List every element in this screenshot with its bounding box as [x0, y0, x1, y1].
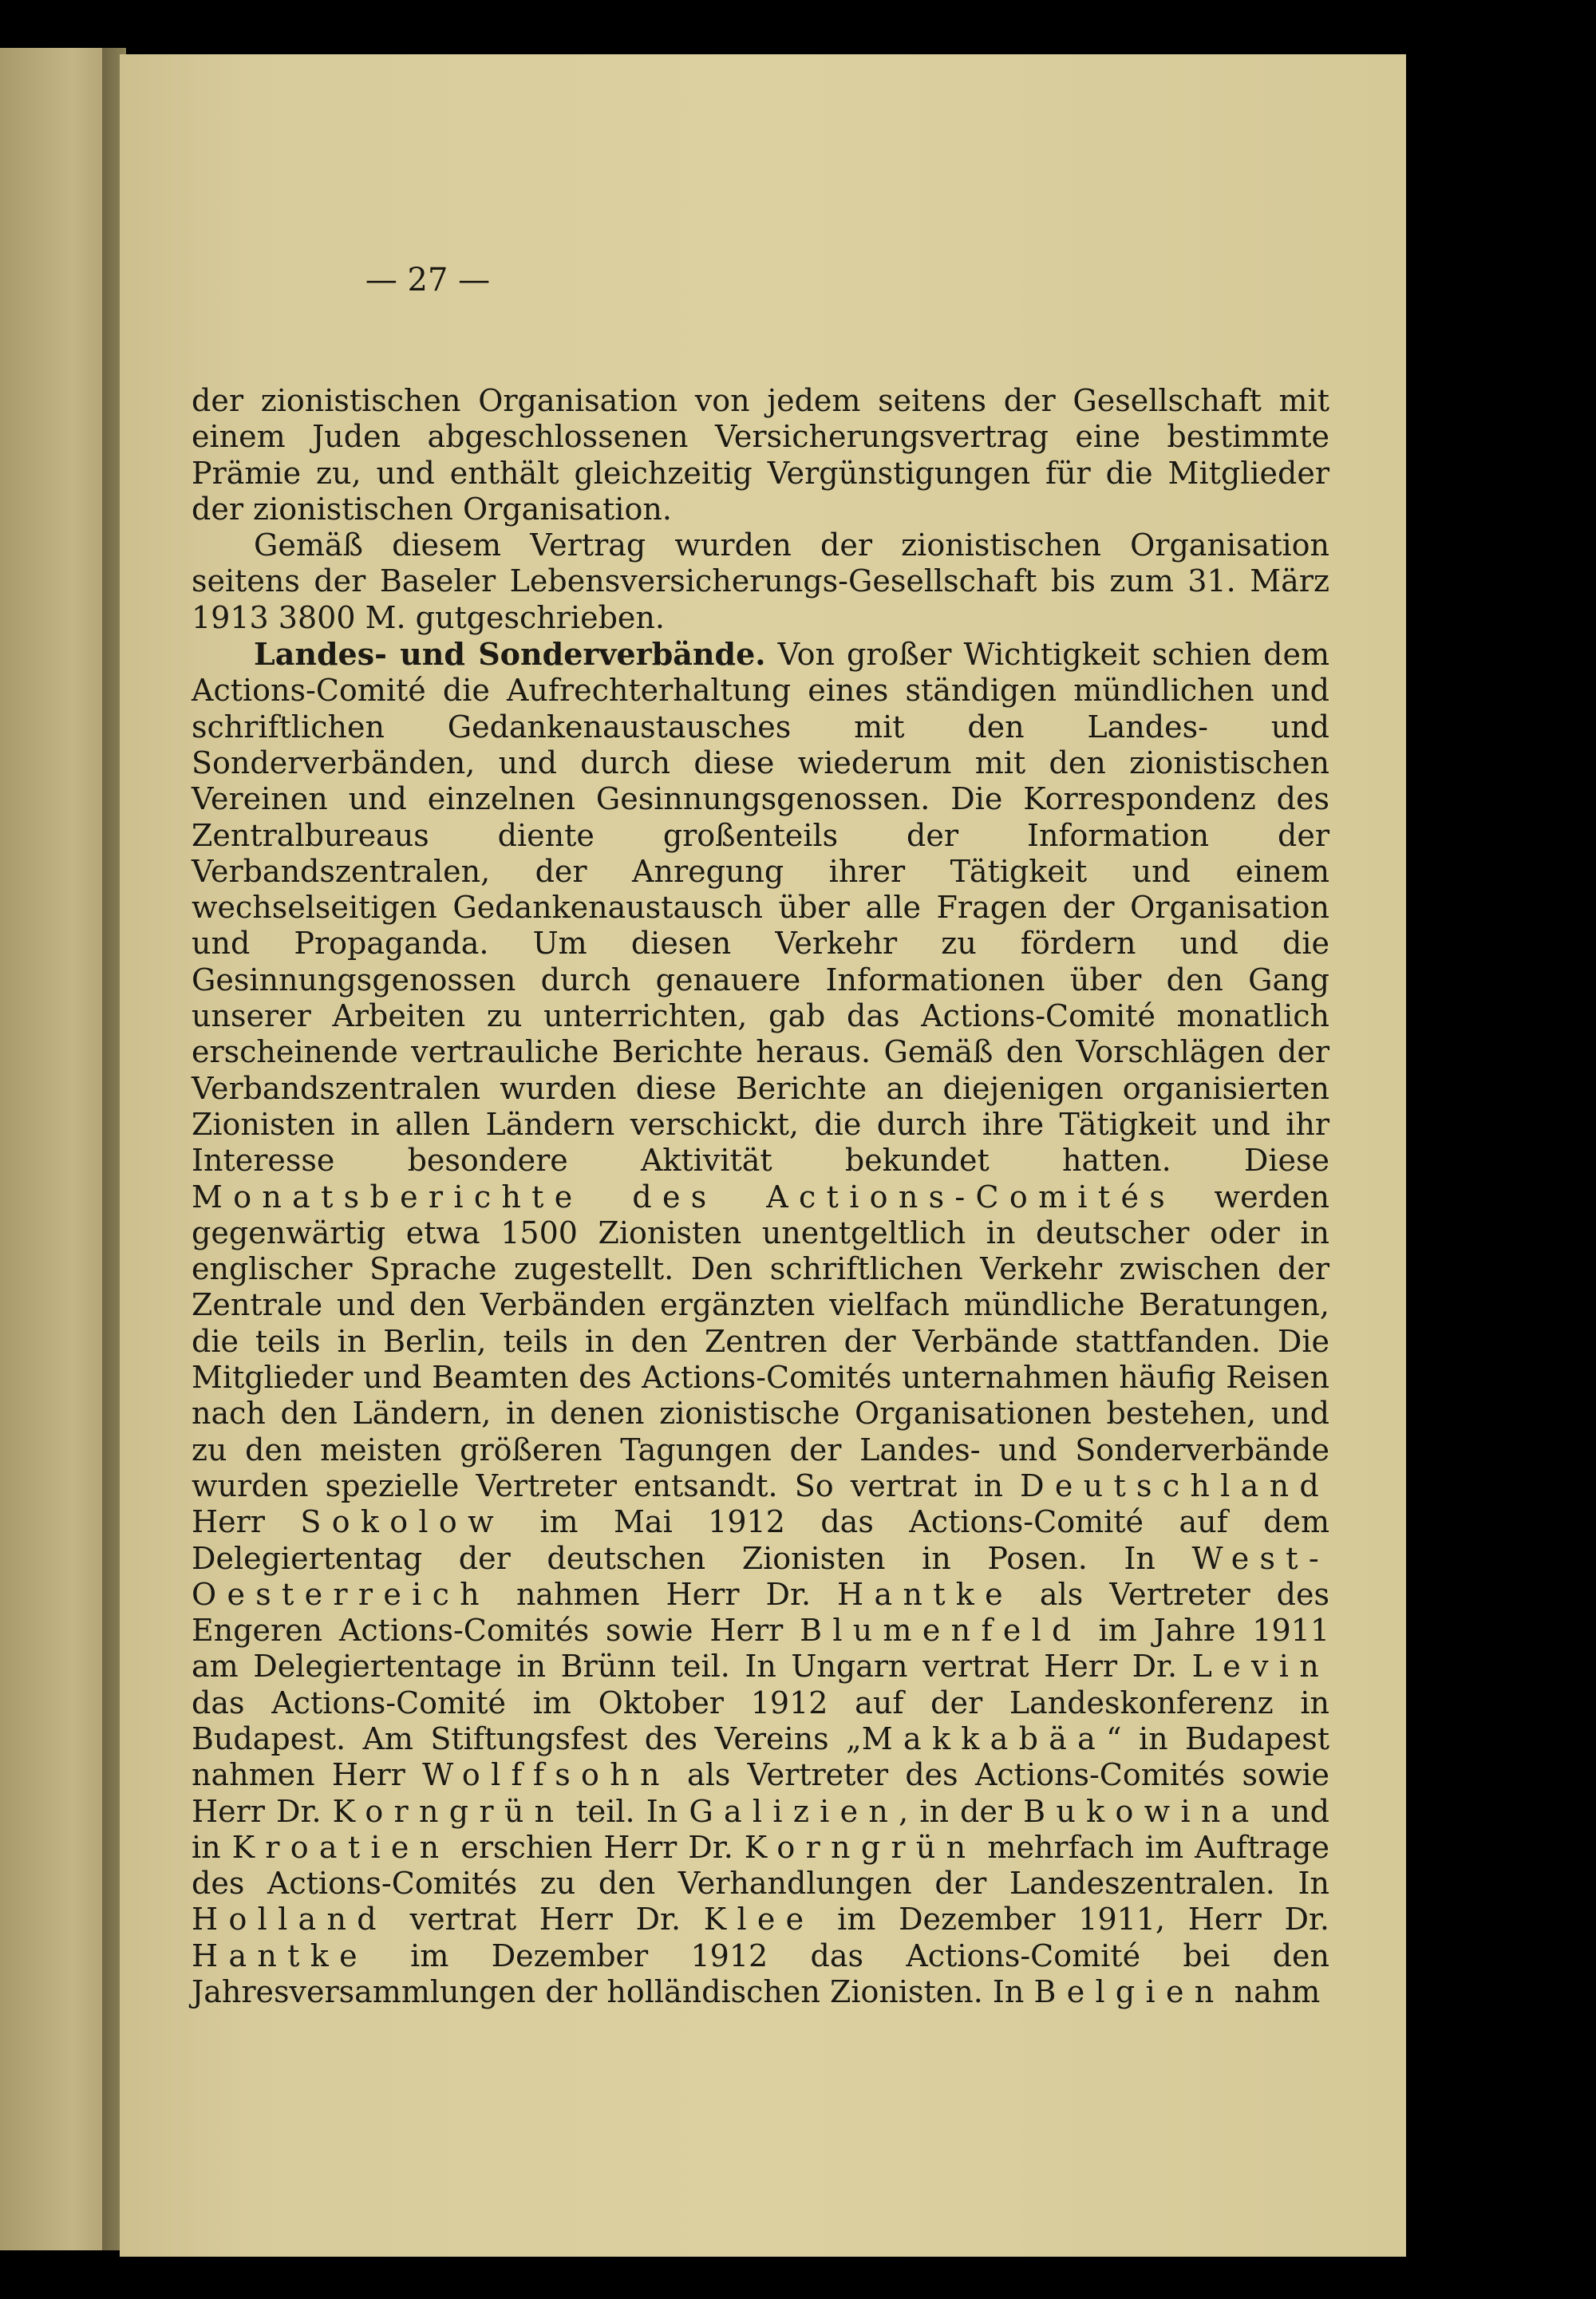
paragraph-insurance: der zionistischen Organisation von jedem seitens der Gesellschaft mit einem Juden abgeschlossenen Versicherungsvertrag eine bestimmte Prämie zu, und enthält gleichzeitig Vergünstigungen für die Mitglieder der zionistischen Organisation.: [192, 383, 1329, 527]
spaced-term: Galizien: [689, 1793, 899, 1829]
text-span: im Mai 1912 das Actions-Comité auf dem Delegiertentag der deutschen Zionisten in Posen. In: [192, 1504, 1329, 1576]
book-page: [120, 54, 1406, 2257]
text-span: vertrat Herr Dr.: [386, 1902, 704, 1938]
text-span: im Jahre 1911 am Delegiertentage in Brünn teil. In Ungarn vertrat Herr Dr.: [192, 1613, 1329, 1685]
spaced-term: Bukowina: [1023, 1793, 1260, 1829]
spaced-term: Hantke: [837, 1576, 1013, 1612]
text-span: als Vertreter des Engeren Actions-Comités sowie Herr: [192, 1576, 1329, 1649]
section-heading: Landes- und Sonderverbände.: [254, 636, 766, 673]
text-span: im Dezember 1912 das Actions-Comité bei den Jahresversammlungen der holländischen Zionisten. In: [192, 1938, 1329, 2010]
body-text: [192, 383, 1329, 2010]
paragraph-landesverbaende: [192, 636, 1329, 2010]
spaced-term: Hantke: [192, 1938, 368, 1973]
spaced-term: Klee: [703, 1902, 815, 1938]
text-span: “ in Budapest nahmen Herr: [192, 1720, 1329, 1793]
spaced-term: Belgien: [1033, 1974, 1225, 2010]
spaced-term: Sokolow: [300, 1504, 504, 1540]
text-span: erschien Herr Dr.: [449, 1829, 745, 1865]
left-page-edge: [0, 48, 104, 2250]
text-span: im Dezember 1911, Herr Dr.: [814, 1902, 1330, 1938]
text-span: Herr: [192, 1504, 301, 1540]
text-span: das Actions-Comité im Oktober 1912 auf der Landeskonferenz in Budapest. Am Stiftungsfest des Vereins „: [192, 1685, 1329, 1756]
spaced-term: Holland: [192, 1902, 387, 1938]
spaced-term: Blumenfeld: [800, 1613, 1082, 1649]
text-span: Von großer Wichtigkeit schien dem Actions-Comité die Aufrechterhaltung eines ständigen mündlichen und schriftlichen Gedankenaustausches mit den Landes- und Sonderverbänden, und durch diese wiederum mit den zionistischen Vereinen und einzelnen Gesinnungsgenossen. Die Korrespondenz des Zentralbureaus diente großenteils der Information der Verbandszentralen, der Anregung ihrer Tätigkeit und einem wechselseitigen Gedankenaustausch über alle Fragen der Organisation und Propaganda. Um diesen Verkehr zu fördern und die Gesinnungsgenossen durch genauere Informationen über den Gang unserer Arbeiten zu unterrichten, gab das Actions-Comité monatlich erscheinende vertrauliche Berichte heraus. Gemäß den Vorschlägen der Verbandszentralen wurden diese Berichte an diejenigen organisierten Zionisten in allen Ländern verschickt, die durch ihre Tätigkeit und ihr Interesse besondere Aktivität bekundet hatten. Diese: [192, 637, 1329, 1179]
text-span: mehrfach im Auftrage des Actions-Comités zu den Verhandlungen der Landeszentralen. In: [192, 1829, 1329, 1902]
spaced-term: Levin: [1191, 1649, 1329, 1685]
text-span: und in: [192, 1793, 1330, 1865]
spaced-term: Wolffsohn: [422, 1757, 670, 1793]
text-span: , in der: [899, 1793, 1024, 1829]
paragraph-contract: Gemäß diesem Vertrag wurden der zionistischen Organisation seitens der Baseler Lebensversicherungs-Gesellschaft bis zum 31. März 1913 3800 M. gutgeschrieben.: [192, 527, 1329, 635]
text-span: nahmen Herr Dr.: [489, 1576, 838, 1612]
spaced-term: West-Oesterreich: [192, 1540, 1329, 1612]
spaced-term: Kroatien: [231, 1829, 450, 1865]
text-span: als Vertreter des Actions-Comités sowie Herr Dr.: [192, 1757, 1330, 1829]
spaced-term: Korngrün: [332, 1793, 565, 1829]
text-span: werden gegenwärtig etwa 1500 Zionisten unentgeltlich in deutscher oder in englischer Sprache zugestellt. Den schriftlichen Verkehr zwischen der Zentrale und den Verbänden ergänzten vielfach mündliche Beratungen, die teils in Berlin, teils in den Zentren der Verbände stattfanden. Die Mitglieder und Beamten des Actions-Comités unternahmen häufig Reisen nach den Ländern, in denen zionistische Organisationen bestehen, und zu den meisten größeren Tagungen der Landes- und Sonderverbände wurden spezielle Vertreter entsandt. So vertrat in: [192, 1179, 1330, 1503]
page-number: — 27 —: [365, 262, 491, 298]
spaced-term: Korngrün: [744, 1829, 977, 1865]
text-span: nahm: [1224, 1974, 1321, 2010]
spaced-term: Deutschland: [1020, 1467, 1329, 1503]
spaced-term: Makkabäa: [861, 1720, 1107, 1756]
text-span: teil. In: [564, 1793, 689, 1829]
spaced-term: Monatsberichte des Actions-Comités: [192, 1179, 1176, 1215]
